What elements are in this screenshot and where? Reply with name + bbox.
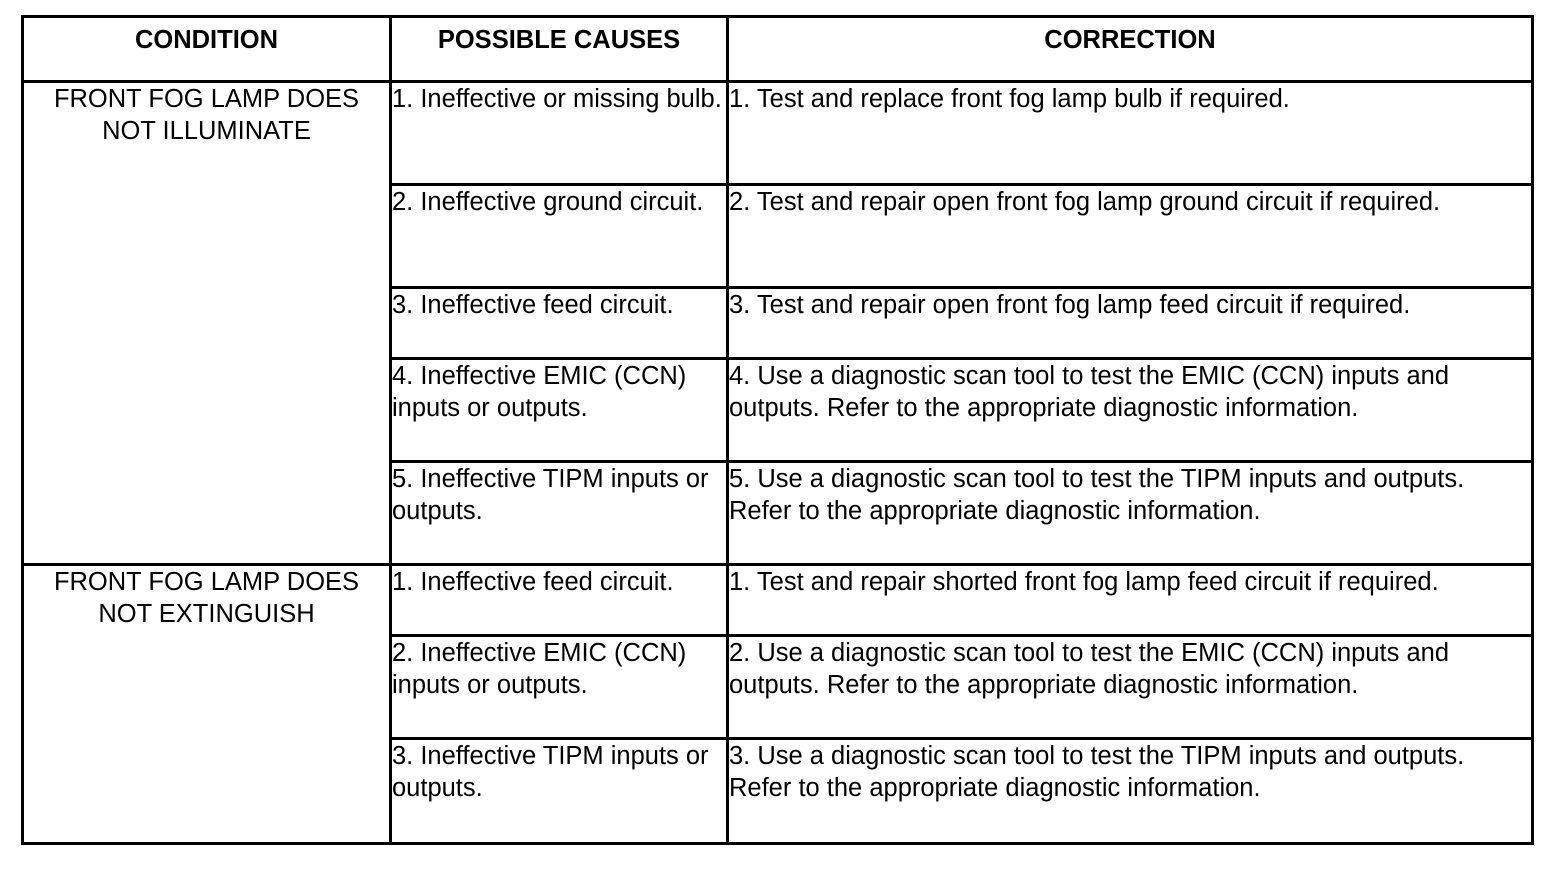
correction-cell: 1. Test and replace front fog lamp bulb if required. (728, 82, 1533, 185)
cause-cell: 2. Ineffective ground circuit. (391, 185, 728, 288)
table-row (23, 565, 1533, 636)
cause-cell: 4. Ineffective EMIC (CCN) inputs or outputs. (391, 359, 728, 462)
header-possible-causes: POSSIBLE CAUSES (391, 17, 728, 82)
condition-text: FRONT FOG LAMP DOES NOT EXTINGUISH (53, 568, 360, 628)
header-correction: CORRECTION (728, 17, 1533, 82)
cause-cell: 5. Ineffective TIPM inputs or outputs. (391, 462, 728, 565)
correction-cell: 1. Test and repair shorted front fog lamp feed circuit if required. (728, 565, 1533, 636)
cause-cell: 1. Ineffective or missing bulb. (391, 82, 728, 185)
cause-cell: 3. Ineffective feed circuit. (391, 288, 728, 359)
cause-cell: 1. Ineffective feed circuit. (391, 565, 728, 636)
correction-cell: 2. Use a diagnostic scan tool to test the EMIC (CCN) inputs and outputs. Refer to the appropriate diagnostic information. (728, 636, 1533, 739)
correction-cell: 2. Test and repair open front fog lamp ground circuit if required. (728, 185, 1533, 288)
correction-cell: 3. Use a diagnostic scan tool to test the TIPM inputs and outputs. Refer to the appropriate diagnostic information. (728, 739, 1533, 844)
cause-cell: 2. Ineffective EMIC (CCN) inputs or outputs. (391, 636, 728, 739)
cause-cell: 3. Ineffective TIPM inputs or outputs. (391, 739, 728, 844)
condition-text: FRONT FOG LAMP DOES NOT ILLUMINATE (53, 85, 360, 145)
header-condition: CONDITION (23, 17, 391, 82)
correction-cell: 5. Use a diagnostic scan tool to test the TIPM inputs and outputs. Refer to the appropriate diagnostic information. (728, 462, 1533, 565)
condition-cell (23, 565, 391, 844)
table-row (23, 82, 1533, 185)
correction-cell: 4. Use a diagnostic scan tool to test the EMIC (CCN) inputs and outputs. Refer to the appropriate diagnostic information. (728, 359, 1533, 462)
diagnosis-table (21, 15, 1534, 845)
condition-cell (23, 82, 391, 565)
header-row (23, 17, 1533, 82)
correction-cell: 3. Test and repair open front fog lamp feed circuit if required. (728, 288, 1533, 359)
